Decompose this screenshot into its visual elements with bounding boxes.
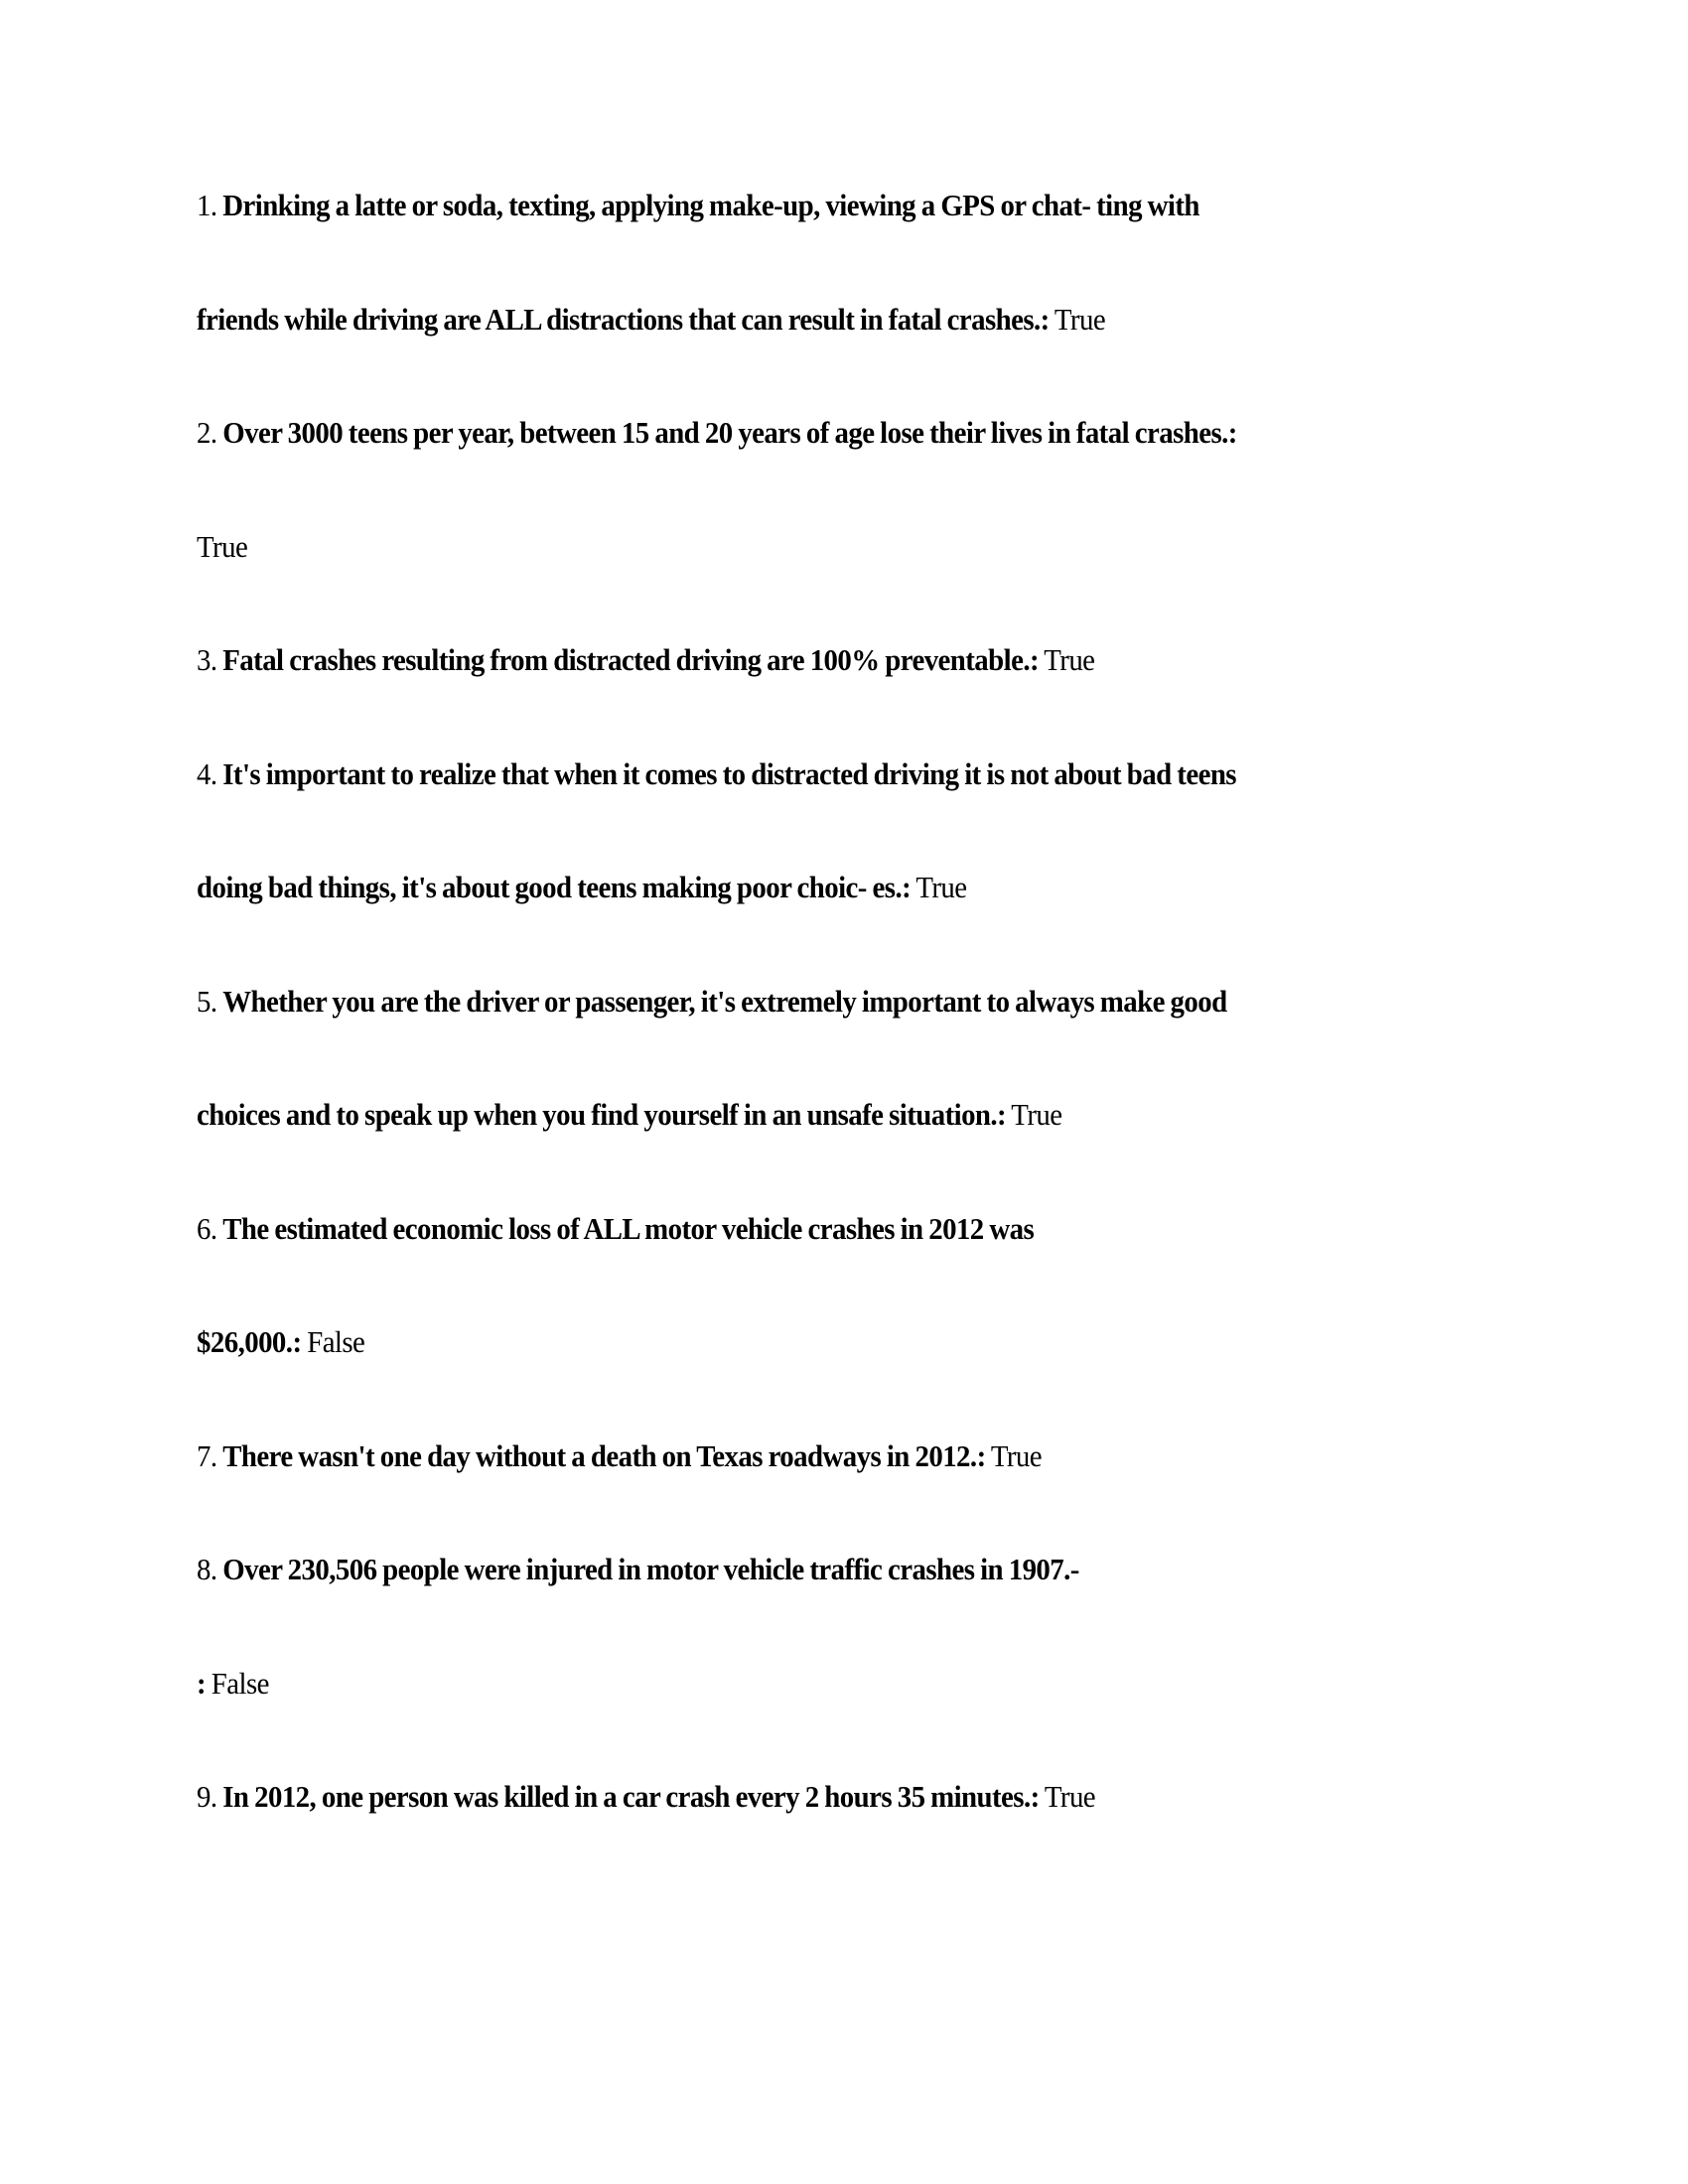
answer-value: False — [211, 1665, 269, 1701]
question-text: There wasn't one day without a death on Texas roadways in 2012.: — [222, 1437, 986, 1473]
question-number: 1. — [197, 188, 217, 222]
question-line — [197, 1297, 1444, 1412]
answer-value: True — [1011, 1097, 1062, 1132]
question-number: 3. — [197, 642, 217, 677]
answer-value: True — [197, 528, 248, 564]
question-line — [197, 615, 1444, 730]
question-number: 5. — [197, 983, 217, 1019]
question-text: doing bad things, it's about good teens making poor choic- es.: — [197, 870, 912, 904]
question-line — [197, 161, 1444, 275]
question-text: $26,000.: — [197, 1324, 302, 1359]
question-text: Drinking a latte or soda, texting, applying make-up, viewing a GPS or chat- ting with — [222, 188, 1199, 222]
question-line — [197, 1525, 1444, 1639]
answer-value: False — [307, 1324, 365, 1359]
answer-value: True — [990, 1437, 1042, 1473]
quiz-answer-list — [197, 161, 1537, 1866]
question-text: : — [197, 1665, 207, 1701]
question-number: 2. — [197, 415, 217, 450]
answer-line — [197, 502, 1444, 616]
question-line — [197, 843, 1444, 957]
question-line — [197, 275, 1444, 389]
question-number: 8. — [197, 1552, 217, 1586]
question-line — [197, 1412, 1444, 1526]
question-text: Fatal crashes resulting from distracted driving are 100% preventable.: — [222, 642, 1040, 677]
question-line — [197, 1184, 1444, 1298]
question-text: Whether you are the driver or passenger, it's extremely important to always make good — [222, 983, 1227, 1019]
question-line — [197, 1752, 1444, 1866]
question-number: 9. — [197, 1779, 217, 1814]
answer-value: True — [1054, 301, 1106, 337]
question-text: Over 3000 teens per year, between 15 and 20 years of age lose their lives in fatal crashes.: — [222, 415, 1237, 450]
answer-value: True — [915, 870, 967, 904]
question-text: friends while driving are ALL distractions that can result in fatal crashes.: — [197, 301, 1050, 337]
question-line — [197, 1639, 1444, 1753]
question-text: In 2012, one person was killed in a car crash every 2 hours 35 minutes.: — [222, 1779, 1040, 1814]
answer-value: True — [1044, 642, 1095, 677]
question-line — [197, 388, 1444, 502]
answer-value: True — [1044, 1779, 1096, 1814]
question-line — [197, 1070, 1444, 1184]
question-number: 6. — [197, 1210, 217, 1246]
question-line — [197, 957, 1444, 1071]
question-text: Over 230,506 people were injured in motor vehicle traffic crashes in 1907.- — [222, 1552, 1079, 1586]
question-line — [197, 730, 1444, 844]
question-number: 4. — [197, 755, 217, 791]
question-text: choices and to speak up when you find yourself in an unsafe situation.: — [197, 1097, 1007, 1132]
question-text: The estimated economic loss of ALL motor vehicle crashes in 2012 was — [222, 1210, 1035, 1246]
question-text: It's important to realize that when it comes to distracted driving it is not about bad teens — [222, 755, 1236, 791]
question-number: 7. — [197, 1437, 217, 1473]
